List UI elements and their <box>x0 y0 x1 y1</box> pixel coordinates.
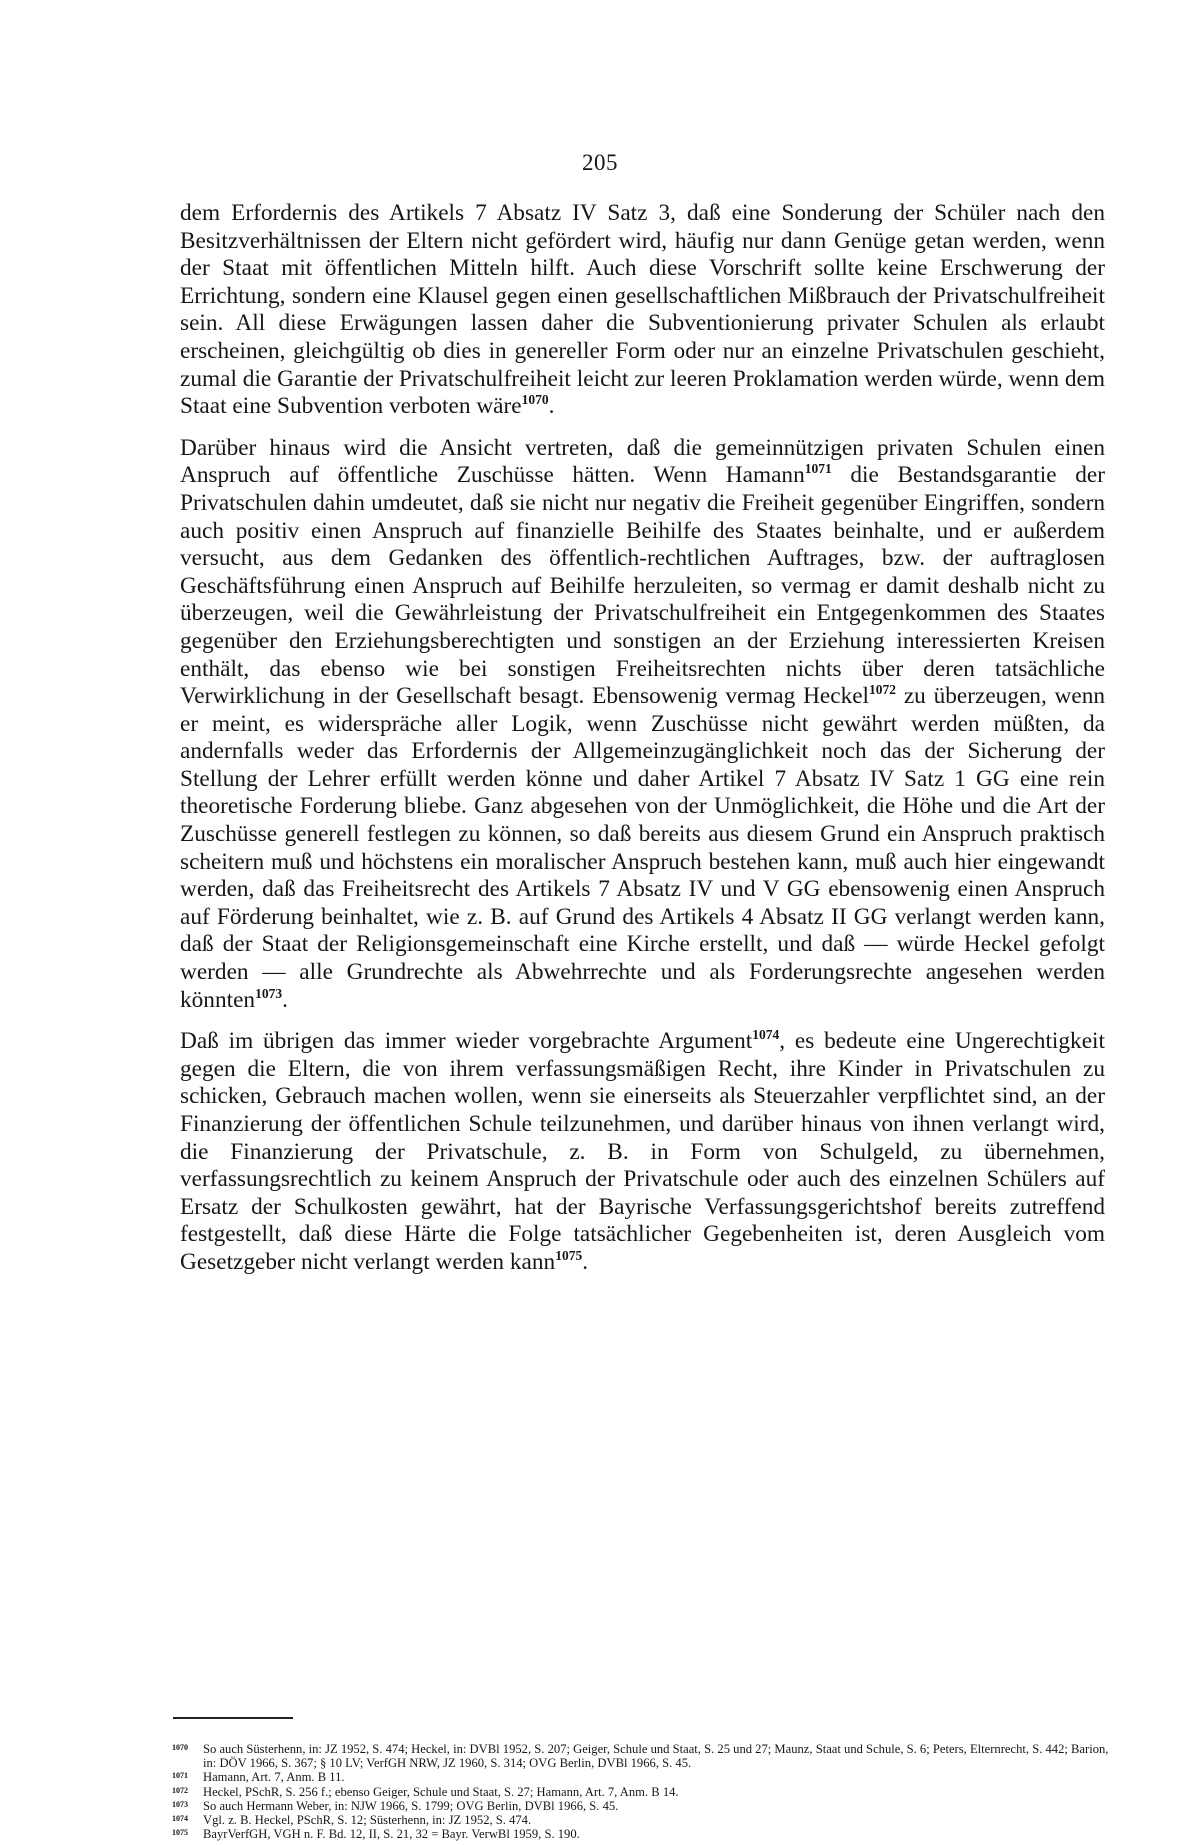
paragraph-text: dem Erfordernis des Artikels 7 Absatz IV Satz 3, daß eine Sonderung der Schüler nach den Besitzverhältnissen der Eltern nicht gefördert wird, häufig nur dann Genüge getan werden, wenn der Staat mit öffentlichen Mitteln hilft. Auch diese Vorschrift sollte keine Erschwerung der Errichtung, sondern eine Klausel gegen einen gesellschaftlichen Mißbrauch der Privatschulfreiheit sein. All diese Erwägungen lassen daher die Subventionierung privater Schulen als erlaubt erscheinen, gleichgültig ob dies in genereller Form oder nur an einzelne Privatschulen geschieht, zumal die Garantie der Privatschulfreiheit leicht zur leeren Proklamation werden würde, wenn dem Staat eine Subvention verboten wäre <box>180 200 1105 420</box>
footnote-number: 1073 <box>172 1799 188 1809</box>
footnote-text: So auch Hermann Weber, in: NJW 1966, S. 1799; OVG Berlin, DVBl 1966, S. 45. <box>203 1798 619 1813</box>
page-number: 205 <box>582 150 618 175</box>
footnote-number: 1074 <box>172 1814 188 1824</box>
footnote-number: 1071 <box>172 1771 188 1781</box>
footnote-text: So auch Süsterhenn, in: JZ 1952, S. 474; Heckel, in: DVBl 1952, S. 207; Geiger, Schule und Staat, S. 25 und 27; Maunz, Staat und Schule, S. 6; Peters, Elternrecht, S. 442; Barion, in: DÖV 1966, S. 367; § 10 LV; VerfGH NRW, JZ 1960, S. 314; OVG Berlin, DVBl 1966, S. 45. <box>203 1742 1109 1771</box>
footnote-text: Heckel, PSchR, S. 256 f.; ebenso Geiger, Schule und Staat, S. 27; Hamann, Art. 7, Anm. B 14. <box>203 1784 679 1799</box>
footnote-reference: 1075 <box>555 1248 583 1264</box>
paragraph-text: zu überzeugen, wenn er meint, es widerspräche aller Logik, wenn Zuschüsse nicht gewährt werden müßten, da andernfalls weder das Erfordernis der Allgemeinzugänglichkeit noch das der Sicherung der Stellung der Lehrer erfüllt werden könne und daher Artikel 7 Absatz IV Satz 1 GG eine rein theoretische Forderung bliebe. Ganz abgesehen von der Unmöglichkeit, die Höhe und die Art der Zuschüsse generell festlegen zu können, so daß bereits aus diesem Grund ein Anspruch praktisch scheitern muß und höchstens ein moralischer Anspruch bestehen kann, muß auch hier eingewandt werden, daß das Freiheitsrecht des Artikels 7 Absatz IV und V GG ebensowenig einen Anspruch auf Förderung beinhaltet, wie z. B. auf Grund des Artikels 4 Absatz II GG verlangt werden kann, daß der Staat der Religionsgemeinschaft eine Kirche erstellt, und daß — würde Heckel gefolgt werden — alle Grundrechte als Abwehrrechte und als Forderungsrechte angesehen werden könnten <box>180 683 1106 1013</box>
paragraph-text: . <box>282 986 288 1013</box>
footnote-reference: 1074 <box>752 1027 780 1043</box>
footnote-number: 1070 <box>172 1743 188 1752</box>
paragraph-text: die Bestandsgarantie der Privatschulen dahin umdeutet, daß sie nicht nur negativ die Freiheit gegenüber Eingriffen, sondern auch positiv einen Anspruch auf finanzielle Beihilfe des Staates beinhalte, und er außerdem versucht, aus dem Gedanken des öffentlich-rechtlichen Auftrages, bzw. der auftraglosen Geschäftsführung einen Anspruch auf Beihilfe herzuleiten, so vermag er damit deshalb nicht zu überzeugen, weil die Gewährleistung der Privatschulfreiheit ein Entgegenkommen des Staates gegenüber den Erziehungsberechtigten und sonstigen an der Erziehung interessierten Kreisen enthält, das ebenso wie bei sonstigen Freiheitsrechten nichts über deren tatsächliche Verwirklichung in der Gesellschaft besagt. Ebensowenig vermag Heckel <box>180 462 1105 710</box>
body-text <box>180 200 1105 1277</box>
paragraph-3 <box>180 1028 1105 1276</box>
footnote-text: Vgl. z. B. Heckel, PSchR, S. 12; Süsterhenn, in: JZ 1952, S. 474. <box>203 1813 532 1828</box>
footnote <box>172 1742 1112 1770</box>
paragraph-2 <box>180 435 1105 1014</box>
footnote-number: 1075 <box>172 1828 188 1838</box>
footnote-number: 1072 <box>172 1785 188 1795</box>
footnote <box>172 1813 1112 1827</box>
footnote-reference: 1070 <box>521 392 549 408</box>
footnote-text: Hamann, Art. 7, Anm. B 11. <box>203 1770 345 1785</box>
paragraph-text: Daß im übrigen das immer wieder vorgebrachte Argument <box>180 1028 753 1055</box>
footnote-reference: 1073 <box>255 985 283 1001</box>
paragraph-text: . <box>548 393 555 420</box>
footnote <box>172 1785 1112 1799</box>
footnote-reference: 1072 <box>869 682 897 698</box>
paragraph-text: . <box>582 1248 589 1275</box>
paragraph-text: , es bedeute eine Ungerechtigkeit gegen die Eltern, die von ihrem verfassungsmäßigen Recht, ihre Kinder in Privatschulen zu schicken, Gebrauch machen wollen, wenn sie einerseits als Steuerzahler verpflichtet sind, an der Finanzierung der öffentlichen Schule teilzunehmen, und darüber hinaus von ihnen verlangt wird, die Finanzierung der Privatschule, z. B. in Form von Schulgeld, zu übernehmen, verfassungsrechtlich zu keinem Anspruch der Privatschule oder auch des einzelnen Schülers auf Ersatz der Schulkosten gewährt, hat der Bayrische Verfassungsgerichtshof bereits zutreffend festgestellt, daß diese Härte die Folge tatsächlicher Gegebenheiten ist, deren Ausgleich vom Gesetzgeber nicht verlangt werden kann <box>180 1028 1105 1275</box>
paragraph-1 <box>180 200 1105 421</box>
footnote-text: BayrVerfGH, VGH n. F. Bd. 12, II, S. 21, 32 = Bayr. VerwBl 1959, S. 190. <box>203 1827 580 1842</box>
footnote <box>172 1827 1112 1841</box>
footnote-divider <box>173 1717 293 1719</box>
footnote <box>172 1770 1112 1784</box>
footnote <box>172 1799 1112 1813</box>
paragraph-text: Darüber hinaus wird die Ansicht vertreten, daß die gemeinnützigen privaten Schulen einen Anspruch auf öffentliche Zuschüsse hätten. Wenn Hamann <box>180 434 1105 489</box>
footnotes <box>172 1742 1112 1841</box>
footnote-reference: 1071 <box>804 461 832 477</box>
